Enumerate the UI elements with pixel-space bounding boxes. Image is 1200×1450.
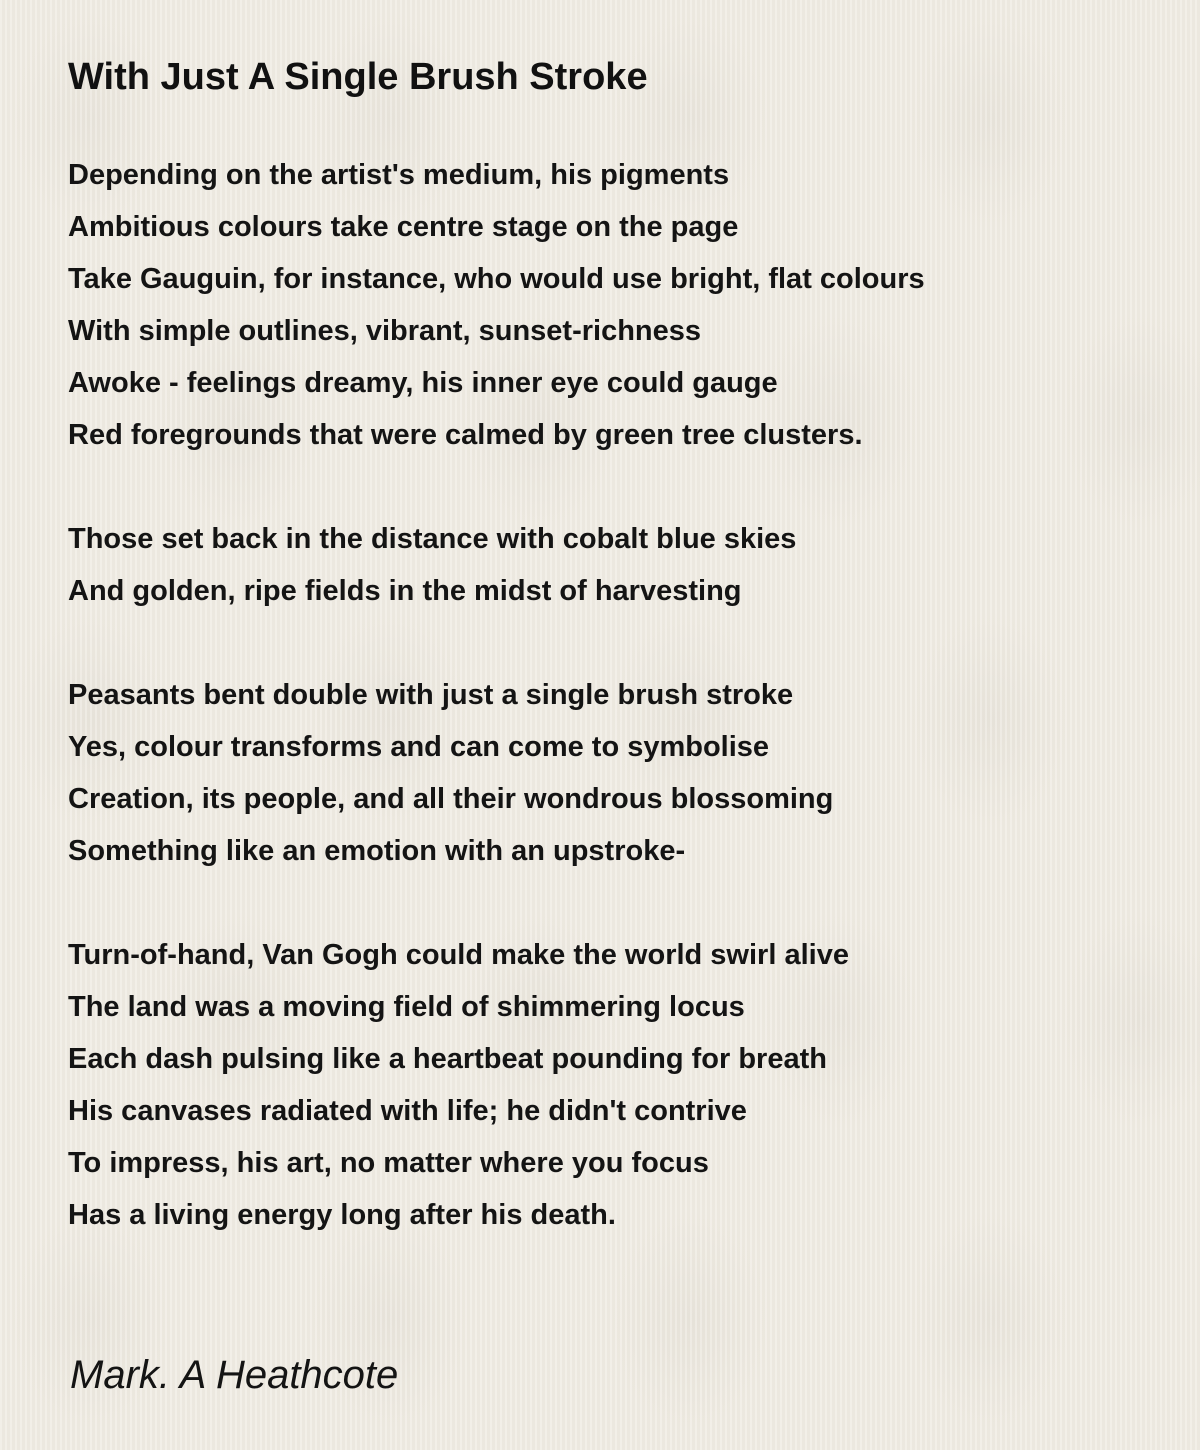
- poem-line: Awoke - feelings dreamy, his inner eye could gauge: [68, 367, 778, 399]
- poem-line: Turn-of-hand, Van Gogh could make the world swirl alive: [68, 939, 849, 971]
- poem-line: And golden, ripe fields in the midst of harvesting: [68, 575, 742, 607]
- poem-line: Red foregrounds that were calmed by green tree clusters.: [68, 419, 863, 451]
- poem-line: Something like an emotion with an upstroke-: [68, 835, 686, 867]
- poem-line: Creation, its people, and all their wondrous blossoming: [68, 783, 834, 815]
- stanza-4: [68, 929, 925, 1241]
- poem-body: [68, 149, 925, 1293]
- stanza-2: [68, 513, 925, 617]
- poem-line: Has a living energy long after his death.: [68, 1199, 616, 1231]
- poem-line: Peasants bent double with just a single brush stroke: [68, 679, 794, 711]
- poem-line: With simple outlines, vibrant, sunset-richness: [68, 315, 702, 347]
- stanza-1: [68, 149, 925, 461]
- poem-line: To impress, his art, no matter where you focus: [68, 1147, 709, 1179]
- poem-line: Depending on the artist's medium, his pigments: [68, 159, 730, 191]
- poem-line: His canvases radiated with life; he didn't contrive: [68, 1095, 747, 1127]
- poem-line: Take Gauguin, for instance, who would use bright, flat colours: [68, 263, 925, 295]
- poem-line: Yes, colour transforms and can come to symbolise: [68, 731, 770, 763]
- poem-line: Those set back in the distance with cobalt blue skies: [68, 523, 797, 555]
- stanza-3: [68, 669, 925, 877]
- poem-line: The land was a moving field of shimmering locus: [68, 991, 745, 1023]
- poem-line: Each dash pulsing like a heartbeat pounding for breath: [68, 1043, 827, 1075]
- poem-line: Ambitious colours take centre stage on the page: [68, 211, 739, 243]
- poem-page: [68, 0, 1148, 1450]
- poem-author: Mark. A Heathcote: [70, 1353, 399, 1397]
- poem-title: With Just A Single Brush Stroke: [68, 56, 648, 98]
